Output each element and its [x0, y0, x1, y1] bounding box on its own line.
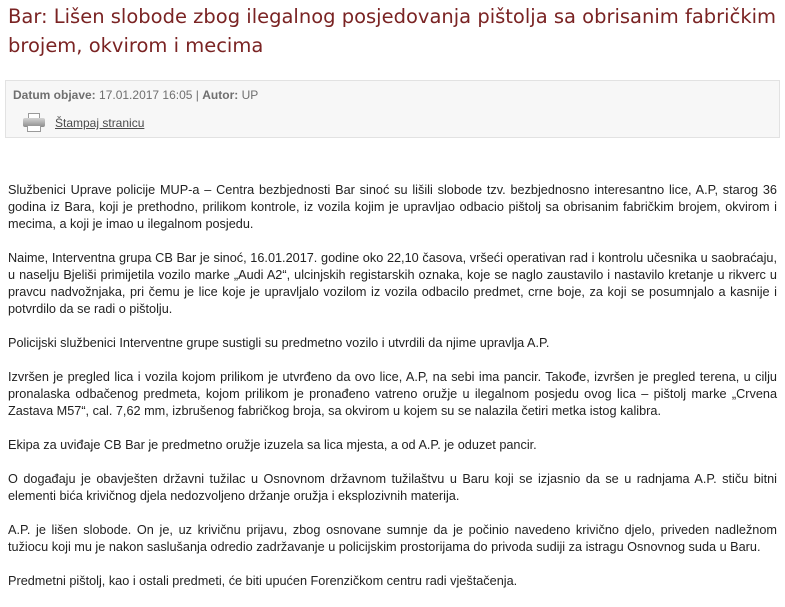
author-label: Autor: [202, 88, 239, 102]
article-paragraph: Predmetni pištolj, kao i ostali predmeti, će biti upućen Forenzičkom centru radi vještačenja. [8, 574, 518, 588]
article-meta [13, 88, 258, 102]
article-paragraph: O događaju je obavješten državni tužilac u Osnovnom državnom tužilaštvu u Baru koji se izjasnio da se u radnjama A.P. stiču bitni elementi bića krivičnog djela nedozvoljeno držanje oružja i eksplozivnih materija. [8, 472, 777, 503]
article-paragraph: Naime, Interventna grupa CB Bar je sinoć, 16.01.2017. godine oko 22,10 časova, vršeći operativan rad i kontrolu učesnika u saobraćaju, u naselju Bjeliši primijetila vozilo marke „Audi A2“, ulcinjskih registarskih oznaka, koje se naglo zaustavilo i nastavilo kretanje u rikverc u pravcu nadvožnjaka, pri čemu je lice koje je upravljalo vozilom iz vozila odbacilo predmet, crne boje, za koji se posumnjalo a kasnije i potvrdilo da se radi o pištolju. [8, 251, 777, 316]
date-value: 17.01.2017 16:05 [99, 88, 193, 102]
printer-icon[interactable] [23, 113, 45, 133]
article-body [8, 182, 777, 607]
print-page-label[interactable]: Štampaj stranicu [55, 116, 145, 130]
article-meta-box [5, 80, 780, 138]
article-paragraph: A.P. je lišen slobode. On je, uz krivičnu prijavu, zbog osnovane sumnje da je počinio navedeno krivično djelo, priveden nadležnom tužiocu koji mu je nakon saslušanja odredio zadržavanje u policijskim prostorijama do privoda sudiji za istragu Osnovnog suda u Baru. [8, 523, 777, 554]
article-paragraph: Ekipa za uviđaje CB Bar je predmetno oružje izuzela sa lica mjesta, a od A.P. je oduzet pancir. [8, 438, 537, 452]
article-paragraph: Izvršen je pregled lica i vozila kojom prilikom je utvrđeno da ovo lice, A.P, na sebi ima pancir. Takođe, izvršen je pregled terena, u cilju pronalaska odbačenog predmeta, kojom prilikom je pronađeno vatreno oružje u ilegalnom posjedu ovog lica – pištolj marke „Crvena Zastava M57“, cal. 7,62 mm, izbrušenog fabričkog broja, sa okvirom u kojem su se nalazila četiri metka istog kalibra. [8, 370, 777, 418]
article-paragraph: Službenici Uprave policije MUP-a – Centra bezbjednosti Bar sinoć su lišili slobode tzv. bezbjednosno interesantno lice, A.P, starog 36 godina iz Bara, koji je prethodno, prilikom kontrole, iz vozila kojim je upravljao odbacio pištolj sa obrisanim fabričkim brojem, okvirom i mecima, a koji je imao u ilegalnom posjedu. [8, 183, 777, 231]
article-title: Bar: Lišen slobode zbog ilegalnog posjedovanja pištolja sa obrisanim fabričkim brojem, okvirom i mecima [8, 5, 777, 57]
author-value: UP [241, 88, 259, 102]
meta-separator: | [195, 88, 199, 102]
article-paragraph: Policijski službenici Interventne grupe sustigli su predmetno vozilo i utvrdili da njime upravlja A.P. [8, 336, 550, 350]
date-label: Datum objave: [13, 88, 96, 102]
print-page-link[interactable] [23, 112, 144, 134]
